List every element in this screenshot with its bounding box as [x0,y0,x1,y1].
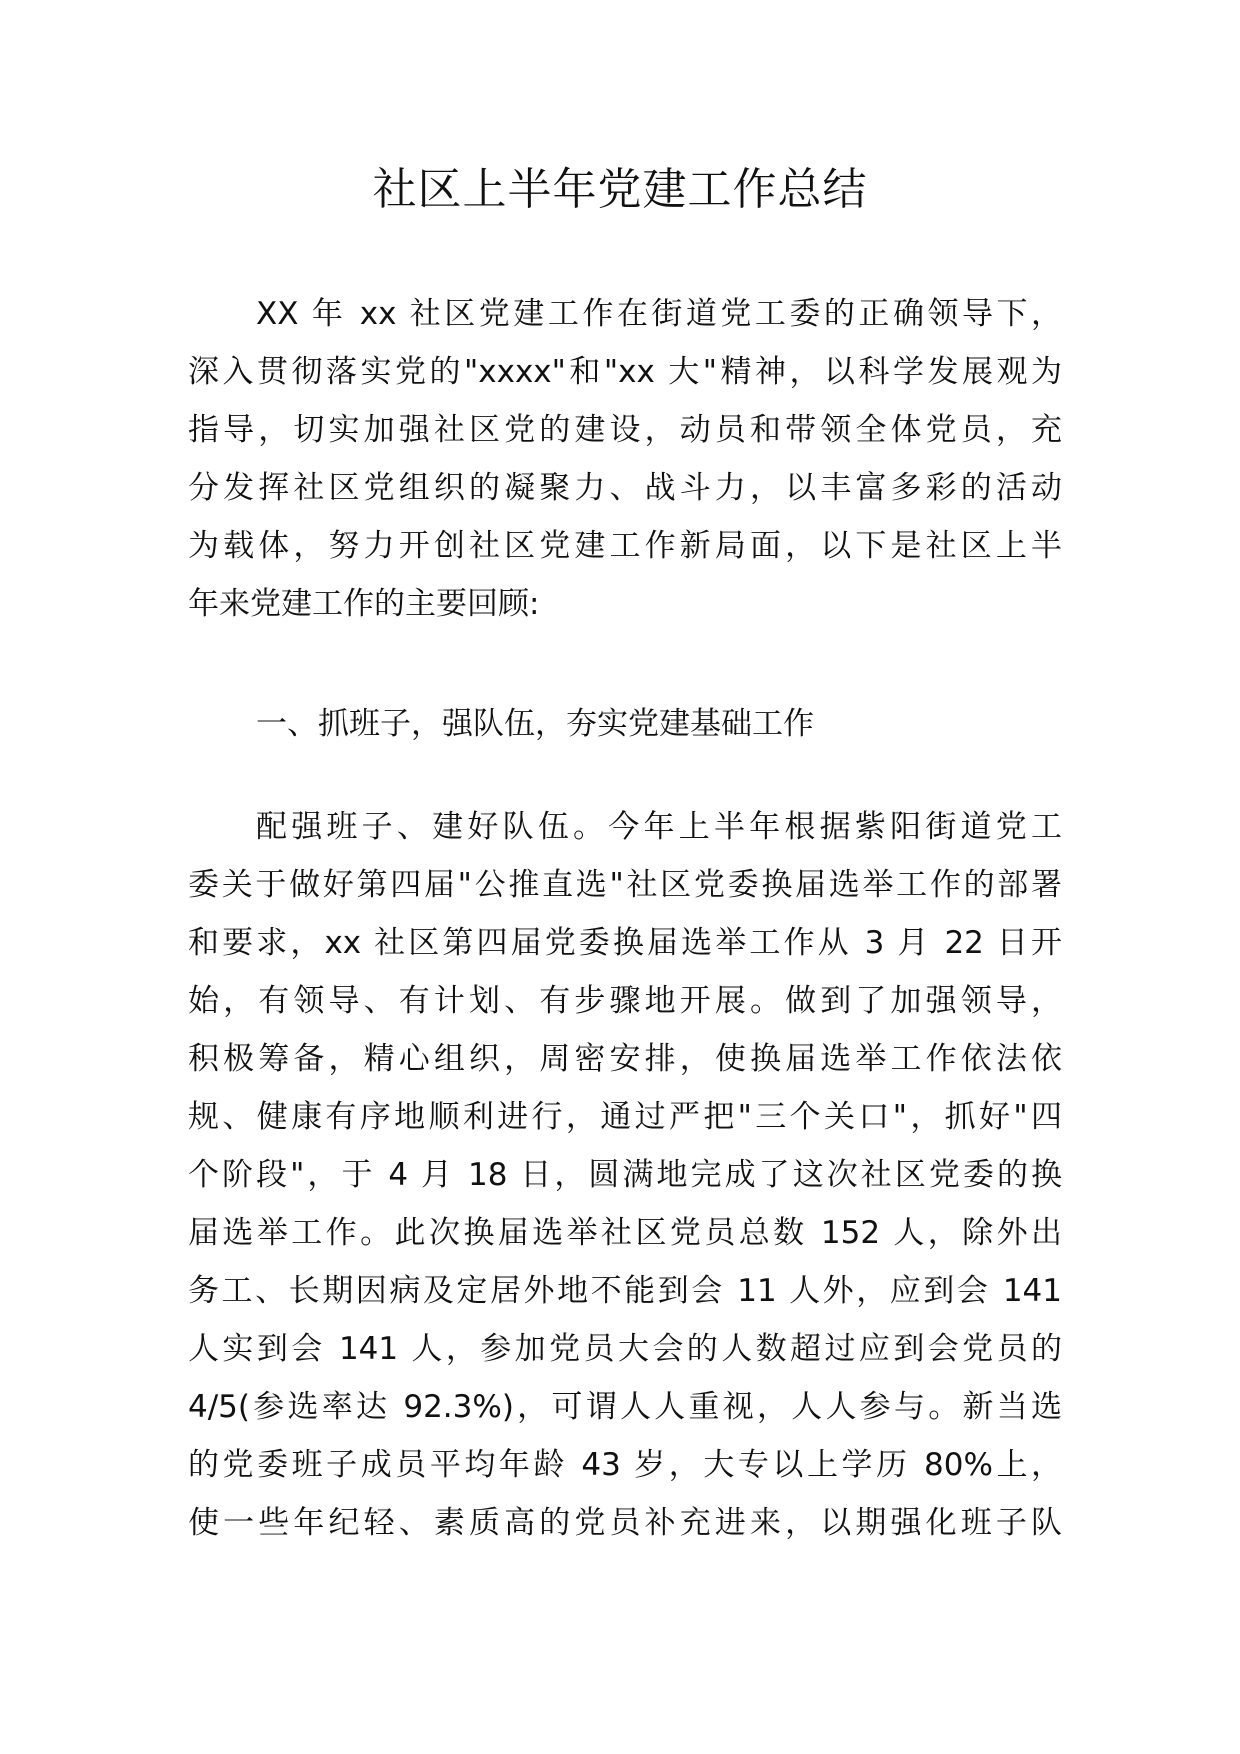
section-paragraph [188,798,1062,1552]
paragraph-line: 年来党建工作的主要回顾: [188,586,540,622]
section-heading-text: 一、抓班子，强队伍，夯实党建基础工作 [256,706,814,742]
paragraph-line: 和要求，xx 社区第四届党委换届选举工作从 3 月 22 日开 [188,925,1062,961]
paragraph-line: 积极筹备，精心组织，周密安排，使换届选举工作依法依 [188,1041,1062,1077]
paragraph-line: 规、健康有序地顺利进行，通过严把"三个关口"，抓好"四 [188,1099,1062,1135]
paragraph-line: 委关于做好第四届"公推直选"社区党委换届选举工作的部署 [188,867,1062,903]
paragraph-line: 个阶段"，于 4 月 18 日，圆满地完成了这次社区党委的换 [188,1157,1062,1193]
intro-paragraph [188,285,1062,633]
paragraph-line: 始，有领导、有计划、有步骤地开展。做到了加强领导， [188,983,1062,1019]
paragraph-line: 指导，切实加强社区党的建设，动员和带领全体党员，充 [188,412,1062,448]
document-title: 社区上半年党建工作总结 [372,164,868,215]
paragraph-line: 深入贯彻落实党的"xxxx"和"xx 大"精神，以科学发展观为 [188,354,1062,390]
paragraph-line: XX 年 xx 社区党建工作在街道党工委的正确领导下， [256,296,1062,332]
paragraph-line: 配强班子、建好队伍。今年上半年根据紫阳街道党工 [256,809,1062,845]
section-heading [188,695,1062,753]
paragraph-line: 4/5(参选率达 92.3%)，可谓人人重视，人人参与。新当选 [188,1389,1062,1425]
paragraph-line: 为载体，努力开创社区党建工作新局面，以下是社区上半 [188,528,1062,564]
paragraph-line: 使一些年纪轻、素质高的党员补充进来，以期强化班子队 [188,1505,1062,1541]
paragraph-line: 人实到会 141 人，参加党员大会的人数超过应到会党员的 [188,1331,1062,1367]
paragraph-line: 的党委班子成员平均年龄 43 岁，大专以上学历 80%上， [188,1447,1062,1483]
paragraph-line: 分发挥社区党组织的凝聚力、战斗力，以丰富多彩的活动 [188,470,1062,506]
paragraph-line: 务工、长期因病及定居外地不能到会 11 人外，应到会 141 [188,1273,1062,1309]
paragraph-line: 届选举工作。此次换届选举社区党员总数 152 人，除外出 [188,1215,1062,1251]
